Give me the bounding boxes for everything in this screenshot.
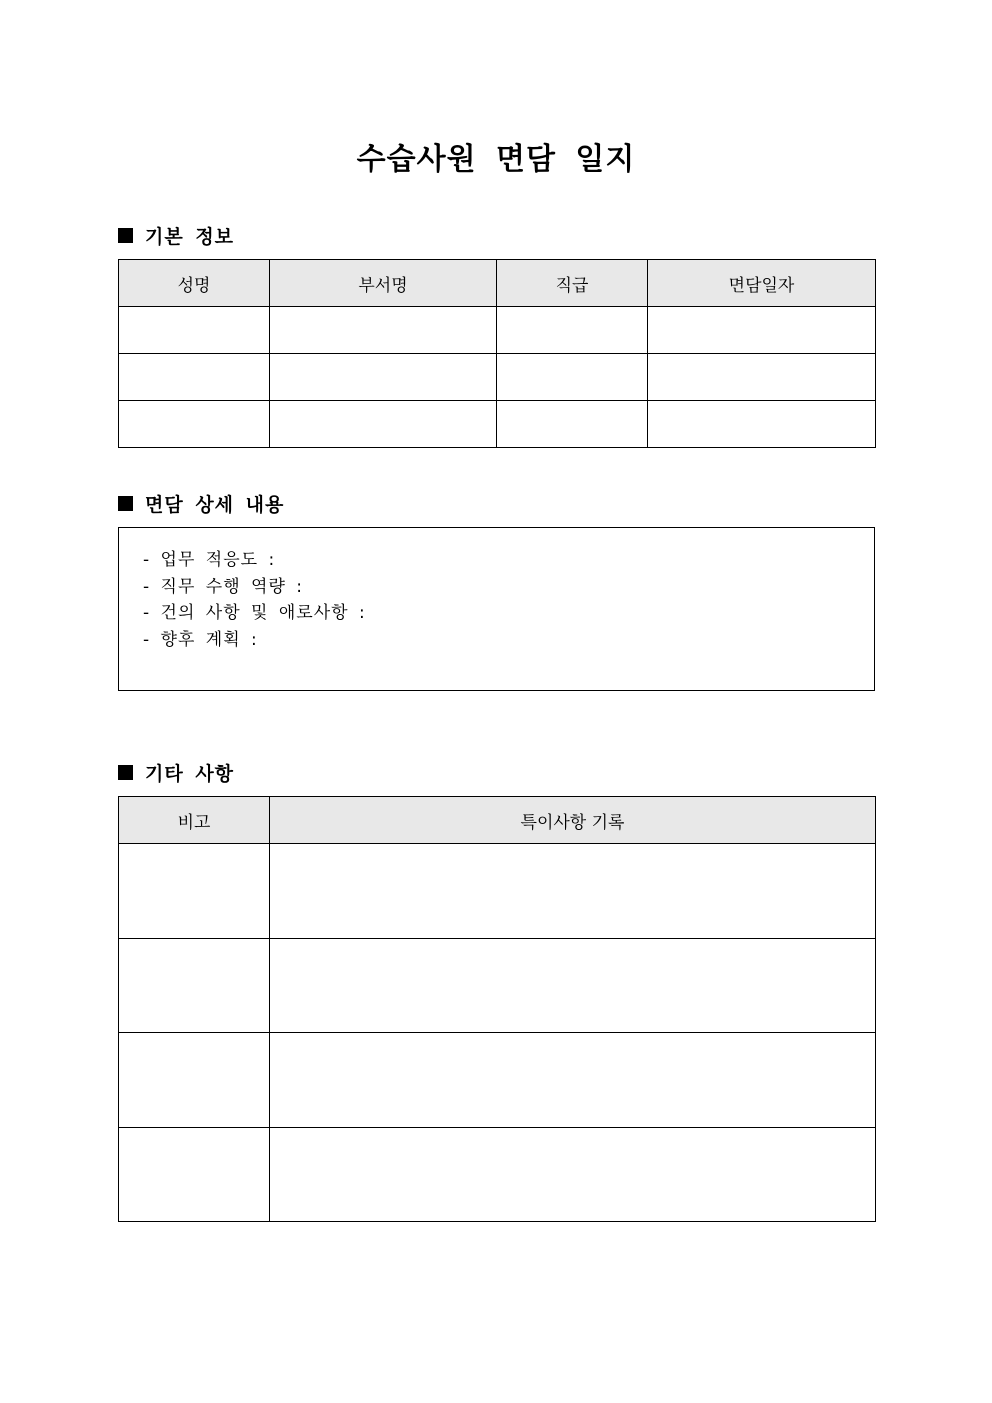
header-name: 성명 bbox=[119, 260, 270, 307]
table-row bbox=[119, 1033, 876, 1128]
remarks-cell[interactable] bbox=[119, 1128, 270, 1222]
detail-item-future-plan: - 향후 계획 : bbox=[143, 629, 258, 650]
name-cell[interactable] bbox=[119, 354, 270, 401]
section-heading-label: 면담 상세 내용 bbox=[145, 493, 285, 516]
interview-date-cell[interactable] bbox=[648, 401, 876, 448]
section-heading-interview-details bbox=[118, 489, 284, 517]
special-notes-cell[interactable] bbox=[270, 1128, 876, 1222]
basic-info-table bbox=[118, 259, 876, 448]
square-bullet-icon bbox=[118, 228, 133, 243]
table-header-row bbox=[119, 260, 876, 307]
position-cell[interactable] bbox=[497, 401, 648, 448]
interview-details-list bbox=[143, 547, 366, 653]
table-row bbox=[119, 939, 876, 1033]
other-matters-table bbox=[118, 796, 876, 1222]
square-bullet-icon bbox=[118, 496, 133, 511]
position-cell[interactable] bbox=[497, 307, 648, 354]
table-header-row bbox=[119, 797, 876, 844]
header-interview-date: 면담일자 bbox=[648, 260, 876, 307]
interview-date-cell[interactable] bbox=[648, 307, 876, 354]
interview-date-cell[interactable] bbox=[648, 354, 876, 401]
table-row bbox=[119, 401, 876, 448]
remarks-cell[interactable] bbox=[119, 939, 270, 1033]
table-row bbox=[119, 354, 876, 401]
remarks-cell[interactable] bbox=[119, 844, 270, 939]
page-title: 수습사원 면담 일지 bbox=[356, 142, 636, 177]
special-notes-cell[interactable] bbox=[270, 939, 876, 1033]
header-department: 부서명 bbox=[270, 260, 497, 307]
department-cell[interactable] bbox=[270, 354, 497, 401]
special-notes-cell[interactable] bbox=[270, 1033, 876, 1128]
detail-item-suggestions: - 건의 사항 및 애로사항 : bbox=[143, 603, 366, 623]
department-cell[interactable] bbox=[270, 307, 497, 354]
remarks-cell[interactable] bbox=[119, 1033, 270, 1128]
department-cell[interactable] bbox=[270, 401, 497, 448]
interview-details-box[interactable] bbox=[118, 527, 875, 691]
header-remarks: 비고 bbox=[119, 797, 270, 844]
name-cell[interactable] bbox=[119, 307, 270, 354]
detail-item-job-competency: - 직무 수행 역량 : bbox=[143, 576, 304, 597]
section-heading-label: 기타 사항 bbox=[145, 762, 235, 785]
header-position: 직급 bbox=[497, 260, 648, 307]
square-bullet-icon bbox=[118, 765, 133, 780]
name-cell[interactable] bbox=[119, 401, 270, 448]
table-row bbox=[119, 307, 876, 354]
header-special-notes: 특이사항 기록 bbox=[270, 797, 876, 844]
section-heading-basic-info bbox=[118, 221, 234, 249]
section-heading-other-matters bbox=[118, 758, 234, 786]
table-row bbox=[119, 1128, 876, 1222]
special-notes-cell[interactable] bbox=[270, 844, 876, 939]
position-cell[interactable] bbox=[497, 354, 648, 401]
section-heading-label: 기본 정보 bbox=[145, 225, 235, 248]
detail-item-work-adaptation: - 업무 적응도 : bbox=[143, 550, 276, 570]
table-row bbox=[119, 844, 876, 939]
